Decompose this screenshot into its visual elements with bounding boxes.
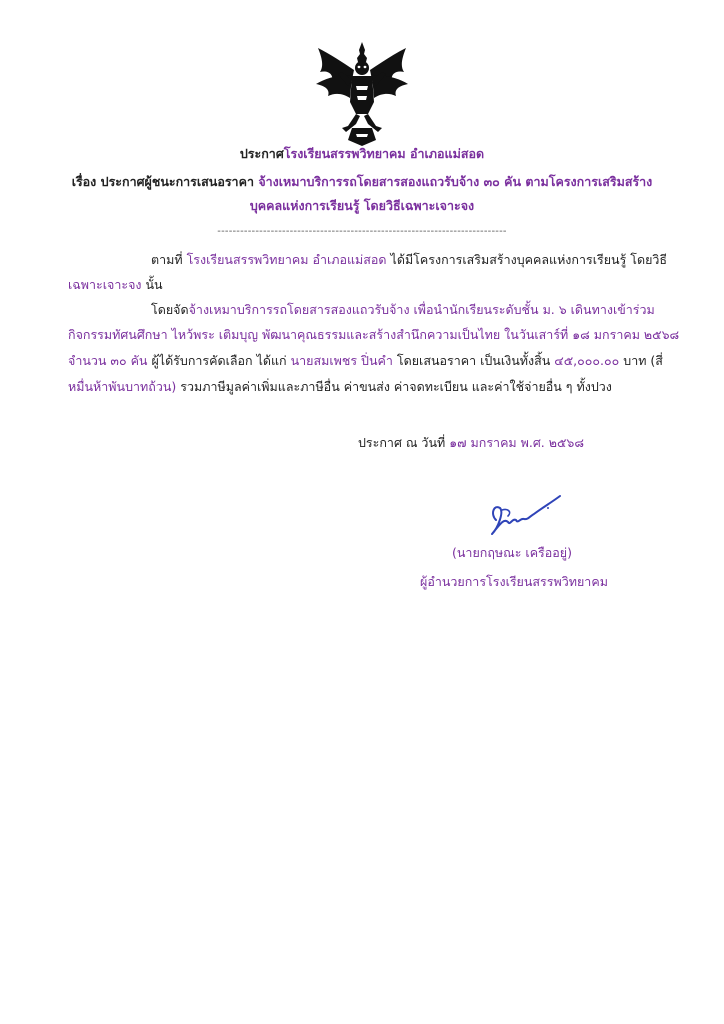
paragraph-1-line-2 xyxy=(68,277,163,293)
p1-text-end: นั้น xyxy=(141,277,163,292)
p2-winner-name: นายสมเพชร ปิ่นคำ xyxy=(290,353,393,368)
p1-method: เฉพาะเจาะจง xyxy=(68,277,142,292)
subject-text-continued: บุคคลแห่งการเรียนรู้ โดยวิธีเฉพาะเจาะจง xyxy=(249,198,475,213)
paragraph-2-line-4 xyxy=(68,379,612,395)
signer-position: ผู้อำนวยการโรงเรียนสรรพวิทยาคม xyxy=(420,574,608,589)
announcement-date: ๑๗ มกราคม พ.ศ. ๒๕๖๘ xyxy=(449,435,585,450)
p1-text-a: ตามที่ xyxy=(151,252,187,267)
handwritten-signature-icon xyxy=(482,488,562,538)
subject-prefix: เรื่อง ประกาศผู้ชนะการเสนอราคา xyxy=(71,174,259,189)
date-prefix: ประกาศ ณ วันที่ xyxy=(358,435,450,450)
p2-text-f: บาท (สี่ xyxy=(619,353,663,368)
title-organization: โรงเรียนสรรพวิทยาคม อำเภอแม่สอด xyxy=(283,146,485,161)
p2-amount: ๔๕,๐๐๐.๐๐ xyxy=(554,353,620,368)
p2-text-d: โดยเสนอราคา เป็นเงินทั้งสิ้น xyxy=(392,353,555,368)
paragraph-2-line-3 xyxy=(68,353,663,369)
announcement-subject xyxy=(0,174,724,190)
paragraph-2-line-1 xyxy=(151,302,655,318)
p2-text-b: ผู้ได้รับการคัดเลือก ได้แก่ xyxy=(147,353,291,368)
p2-text-a: โดยจัด xyxy=(151,302,189,317)
paragraph-2-line-2: กิจกรรมทัศนศึกษา ไหว้พระ เติมบุญ พัฒนาคุณธรรมและสร้างสำนึกความเป็นไทย ในวันเสาร์ที่ ๑๘ มกราคม ๒๕๖๘ xyxy=(68,327,680,342)
title-prefix: ประกาศ xyxy=(239,146,284,161)
separator-line: ---------------------------------------------------------------------------- xyxy=(217,226,507,237)
p2-amount-words: หมื่นห้าพันบาทถ้วน) xyxy=(68,379,177,394)
signer-name: (นายกฤษณะ เครืออยู่) xyxy=(452,545,572,560)
announcement-date-line xyxy=(358,435,584,451)
p2-quantity: จำนวน ๓๐ คัน xyxy=(68,353,148,368)
garuda-emblem-icon xyxy=(312,40,412,146)
p2-text-end: รวมภาษีมูลค่าเพิ่มและภาษีอื่น ค่าขนส่ง ค่าจดทะเบียน และค่าใช้จ่ายอื่น ๆ ทั้งปวง xyxy=(176,379,612,394)
announcement-title xyxy=(0,146,724,162)
subject-text: จ้างเหมาบริการรถโดยสารสองแถวรับจ้าง ๓๐ คัน ตามโครงการเสริมสร้าง xyxy=(258,174,653,189)
p1-text-c: ได้มีโครงการเสริมสร้างบุคคลแห่งการเรียนรู้ โดยวิธี xyxy=(386,252,668,267)
p1-school-name: โรงเรียนสรรพวิทยาคม อำเภอแม่สอด xyxy=(186,252,387,267)
paragraph-1-line-1 xyxy=(151,252,667,268)
p2-service: จ้างเหมาบริการรถโดยสารสองแถวรับจ้าง เพื่อนำนักเรียนระดับชั้น ม. ๖ เดินทางเข้าร่วม xyxy=(188,302,655,317)
